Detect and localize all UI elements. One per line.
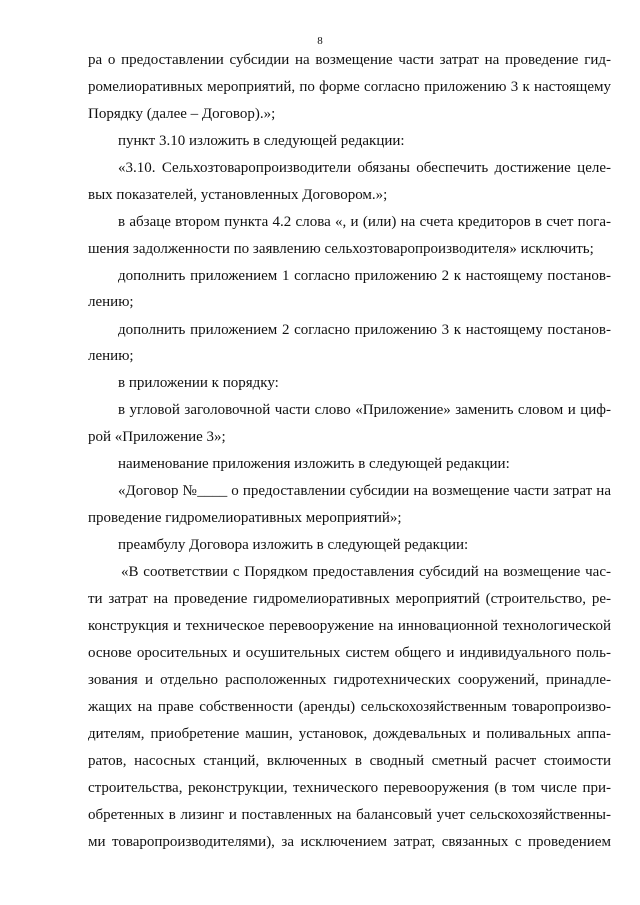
text-line: наименование приложения изложить в следующей редакции: [118, 456, 510, 472]
text-line: проведение гидромелиоративных мероприятий»; [88, 510, 402, 526]
text-line: обретенных в лизинг и поставленных на балансовый учет сельскохозяйственны- [88, 807, 611, 823]
text-line: «3.10. Сельхозтоваропроизводители обязаны обеспечить достижение целе- [118, 160, 611, 176]
text-line: лению; [88, 294, 134, 310]
text-line: дополнить приложением 1 согласно приложению 2 к настоящему постанов- [118, 268, 611, 284]
text-line: строительства, реконструкции, технического перевооружения (в том числе при- [88, 780, 611, 796]
text-line: ромелиоративных мероприятий, по форме согласно приложению 3 к настоящему [88, 79, 611, 95]
text-line: преамбулу Договора изложить в следующей редакции: [118, 537, 469, 553]
text-line: ми товаропроизводителями), за исключением затрат, связанных с проведением [88, 834, 611, 850]
text-line: рой «Приложение 3»; [88, 429, 226, 445]
text-line: дителям, приобретение машин, установок, дождевальных и поливальных аппа- [88, 726, 611, 742]
text-line: вых показателей, установленных Договором.»; [88, 187, 388, 203]
text-line: зования и отдельно расположенных гидротехнических сооружений, принадле- [88, 672, 611, 688]
text-line: лению; [88, 348, 134, 364]
text-line: в приложении к порядку: [118, 375, 279, 391]
text-line: в абзаце втором пункта 4.2 слова «, и (или) на счета кредиторов в счет пога- [118, 214, 611, 230]
text-line: «Договор №____ о предоставлении субсидии на возмещение части затрат на [118, 483, 611, 499]
text-line: жащих на праве собственности (аренды) сельскохозяйственным товаропроизво- [88, 699, 611, 715]
text-line: дополнить приложением 2 согласно приложению 3 к настоящему постанов- [118, 322, 611, 338]
text-line: в угловой заголовочной части слово «Приложение» заменить словом и циф- [118, 402, 611, 418]
text-line: конструкция и техническое перевооружение на инновационной технологической [88, 618, 611, 634]
page-number: 8 [317, 35, 323, 47]
text-line: основе оросительных и осушительных систем общего и индивидуального поль- [88, 645, 611, 661]
text-line: ти затрат на проведение гидромелиоративных мероприятий (строительство, ре- [88, 591, 611, 607]
text-line: Порядку (далее – Договор).»; [88, 106, 276, 122]
text-line: ра о предоставлении субсидии на возмещение части затрат на проведение гид- [88, 52, 611, 68]
text-line: шения задолженности по заявлению сельхозтоваропроизводителя» исключить; [88, 241, 594, 257]
text-line: ратов, насосных станций, включенных в сводный сметный расчет стоимости [88, 753, 611, 769]
text-line: «В соответствии с Порядком предоставления субсидий на возмещение час- [121, 564, 611, 580]
text-line: пункт 3.10 изложить в следующей редакции: [118, 133, 405, 149]
